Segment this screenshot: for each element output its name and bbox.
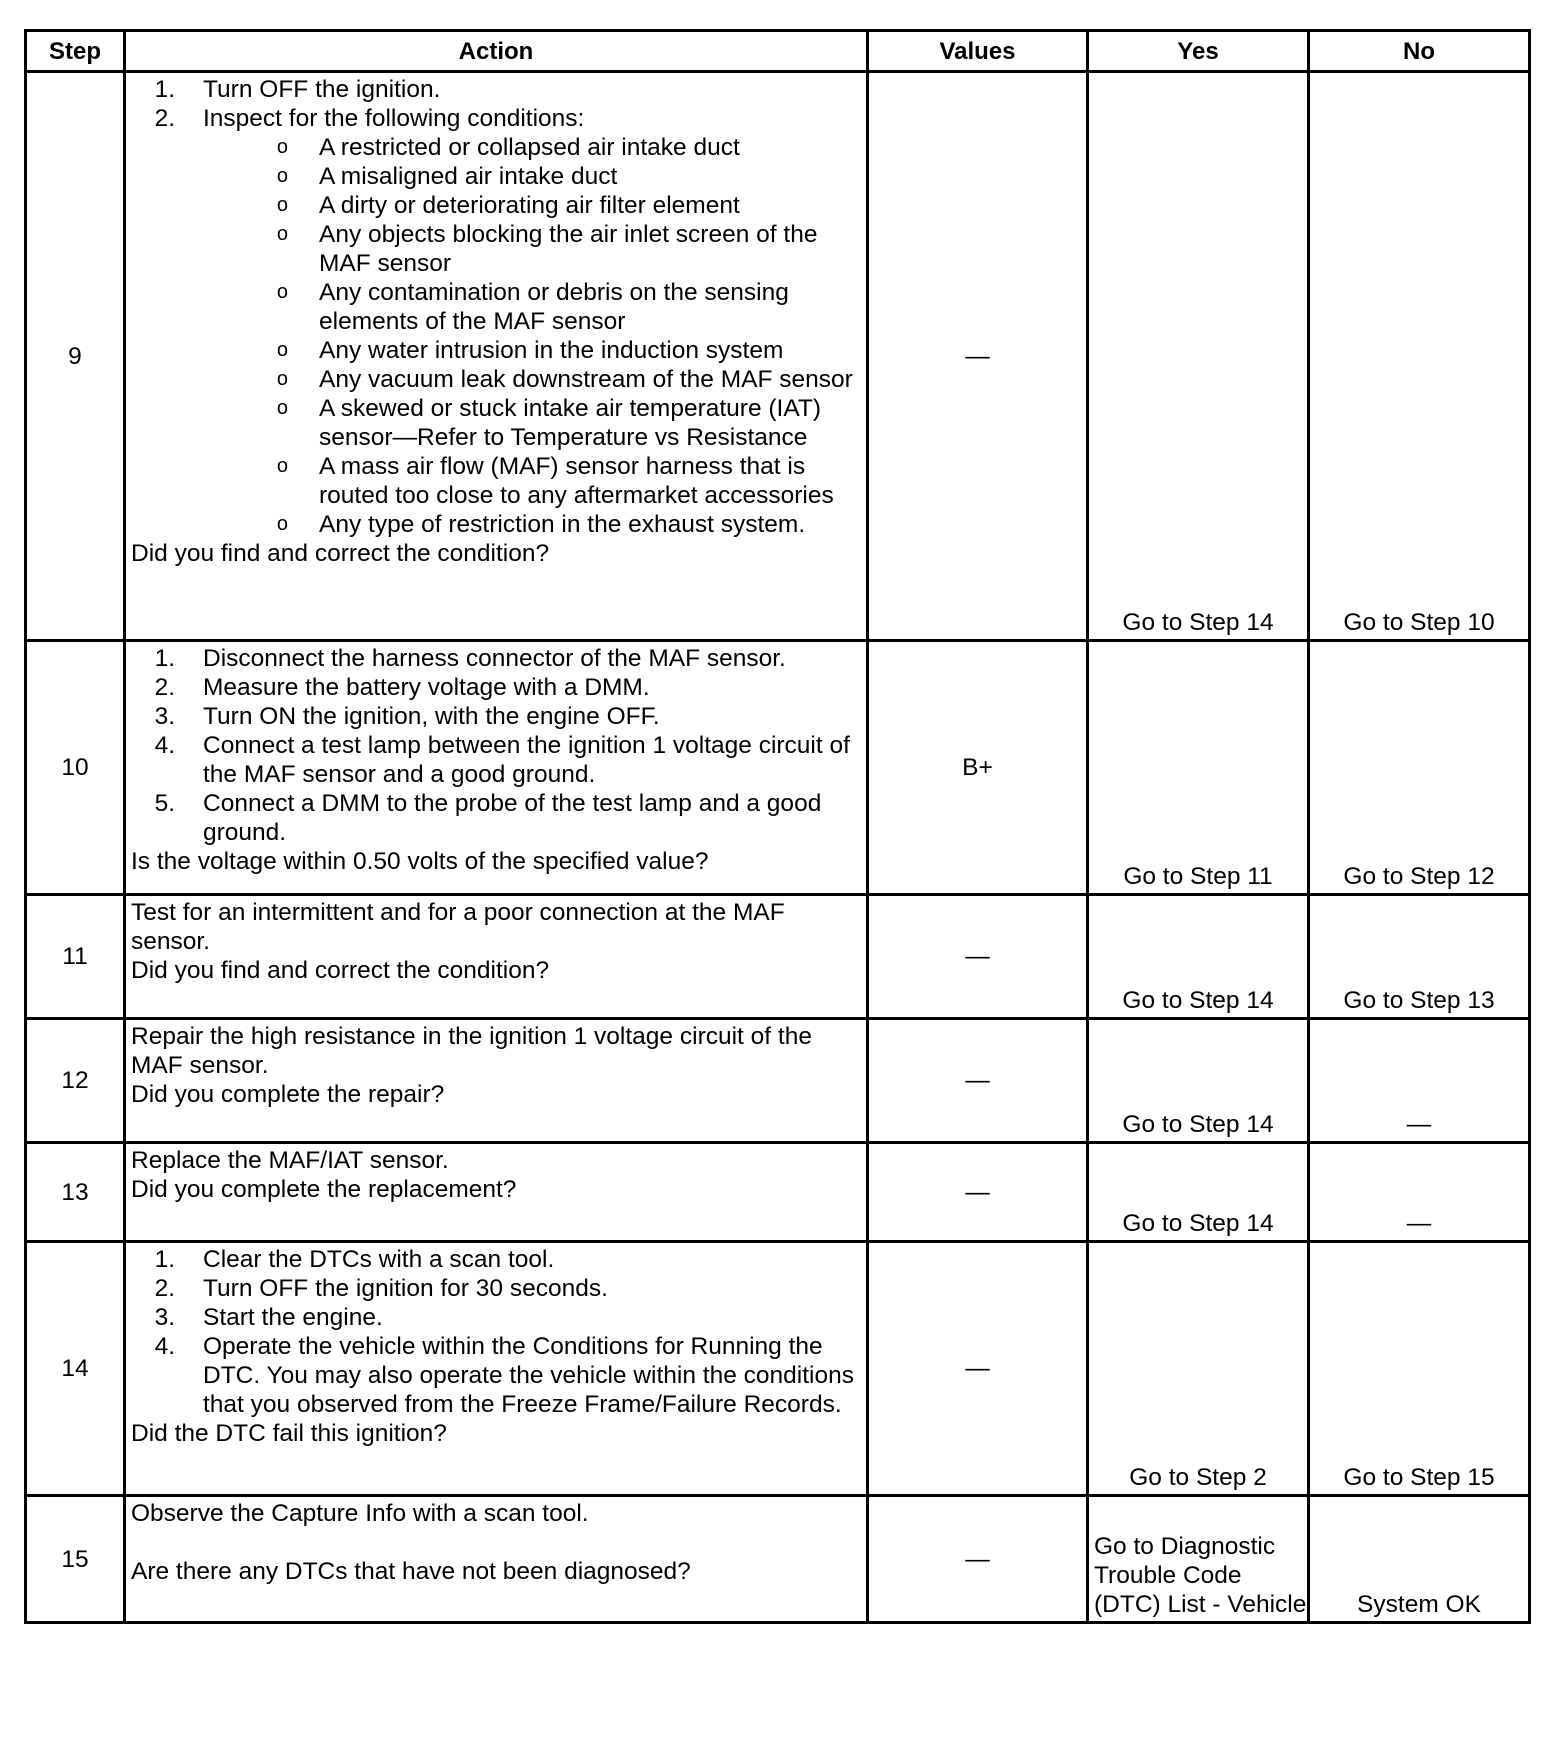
action-text: Repair the high resistance in the ignition 1 voltage circuit of the MAF sensor. [131,1023,812,1079]
table-row-step-9 [26,72,1530,641]
no-link[interactable]: Go to Step 10 [1343,609,1495,636]
no-cell [1309,641,1530,895]
bullet-icon: o [276,194,288,216]
action-cell [125,1496,868,1623]
list-item: 4. Connect a test lamp between the ignition 1 voltage circuit of the MAF sensor and a good ground. [154,732,850,788]
bullet-item: o Any vacuum leak downstream of the MAF sensor [131,365,866,394]
action-steps [131,75,866,539]
yes-cell [1088,1019,1309,1143]
action-question: Did you complete the repair? [131,1081,445,1108]
value-cell: — [868,1019,1088,1143]
no-cell [1309,72,1530,641]
header-row [26,31,1530,72]
bullet-icon: o [276,339,288,361]
list-item: 1. Turn OFF the ignition. [154,76,441,103]
list-item: 2. Inspect for the following conditions: [154,105,585,132]
bullet-icon: o [276,136,288,158]
action-text: Replace the MAF/IAT sensor. [131,1147,449,1174]
step-number: 15 [26,1496,125,1623]
list-item: 2. Measure the battery voltage with a DMM. [154,674,650,701]
bullet-icon: o [276,397,288,419]
bullet-item: o A mass air flow (MAF) sensor harness that is routed too close to any aftermarket accessories [131,452,866,510]
list-item: 2. Turn OFF the ignition for 30 seconds. [154,1275,608,1302]
yes-link[interactable]: Go to Diagnostic Trouble Code (DTC) List - Vehicle [1094,1533,1307,1618]
list-item: 3. Turn ON the ignition, with the engine OFF. [154,703,660,730]
table-row-step-10 [26,641,1530,895]
step-number: 9 [26,72,125,641]
bullet-icon: o [276,455,288,477]
action-cell [125,641,868,895]
list-item: 3. Start the engine. [154,1304,383,1331]
bullet-item: o A skewed or stuck intake air temperature (IAT) sensor—Refer to Temperature vs Resistance [131,394,866,452]
value-cell: — [868,72,1088,641]
yes-cell [1088,72,1309,641]
bullet-item: o A misaligned air intake duct [131,162,866,191]
action-cell [125,1143,868,1242]
no-cell [1309,895,1530,1019]
header-step: Step [26,31,125,72]
diagnostic-table [24,29,1531,1624]
diagnostic-table-page [24,29,1528,1624]
yes-cell [1088,895,1309,1019]
action-cell [125,1242,868,1496]
bullet-icon: o [276,513,288,535]
table-row-step-12 [26,1019,1530,1143]
action-cell [125,895,868,1019]
bullet-icon: o [276,223,288,245]
step-number: 13 [26,1143,125,1242]
yes-link[interactable]: Go to Step 14 [1122,609,1274,636]
no-cell [1309,1019,1530,1143]
yes-link[interactable]: Go to Step 2 [1129,1464,1267,1491]
yes-link[interactable]: Go to Step 14 [1122,987,1274,1014]
bullet-icon: o [276,281,288,303]
value-cell: B+ [868,641,1088,895]
header-no: No [1309,31,1530,72]
yes-link[interactable]: Go to Step 14 [1122,1210,1274,1237]
action-text: Observe the Capture Info with a scan tool. [131,1500,589,1527]
bullet-icon: o [276,368,288,390]
list-item: 4. Operate the vehicle within the Conditions for Running the DTC. You may also operate the vehicle within the conditions that you observed from the Freeze Frame/Failure Records. [154,1333,854,1418]
value-cell: — [868,1143,1088,1242]
yes-link[interactable]: Go to Step 14 [1122,1111,1274,1138]
value-cell: — [868,1242,1088,1496]
table-row-step-13 [26,1143,1530,1242]
header-action: Action [125,31,868,72]
yes-cell [1088,1242,1309,1496]
yes-cell [1088,641,1309,895]
table-row-step-14 [26,1242,1530,1496]
value-cell: — [868,1496,1088,1623]
action-question: Are there any DTCs that have not been diagnosed? [131,1558,691,1585]
bullet-icon: o [276,165,288,187]
action-cell [125,1019,868,1143]
step-number: 11 [26,895,125,1019]
action-question: Is the voltage within 0.50 volts of the specified value? [131,848,709,875]
step-number: 14 [26,1242,125,1496]
bullet-item: o A dirty or deteriorating air filter element [131,191,866,220]
no-link[interactable]: Go to Step 12 [1343,863,1495,890]
yes-cell [1088,1496,1309,1623]
step-number: 12 [26,1019,125,1143]
bullet-item: o Any objects blocking the air inlet screen of the MAF sensor [131,220,866,278]
no-cell [1309,1242,1530,1496]
value-cell: — [868,895,1088,1019]
list-item: 1. Clear the DTCs with a scan tool. [154,1246,555,1273]
no-cell [1309,1496,1530,1623]
header-values: Values [868,31,1088,72]
list-item: 1. Disconnect the harness connector of the MAF sensor. [154,645,786,672]
action-steps [131,644,866,847]
bullet-item: o Any water intrusion in the induction system [131,336,866,365]
action-text: Test for an intermittent and for a poor connection at the MAF sensor. [131,899,785,955]
action-question: Did the DTC fail this ignition? [131,1420,447,1447]
yes-cell [1088,1143,1309,1242]
yes-link[interactable]: Go to Step 11 [1123,863,1273,890]
no-link[interactable]: Go to Step 15 [1343,1464,1495,1491]
action-question: Did you complete the replacement? [131,1176,517,1203]
bullet-item: o Any type of restriction in the exhaust system. [131,510,866,539]
no-cell [1309,1143,1530,1242]
table-row-step-11 [26,895,1530,1019]
action-question: Did you find and correct the condition? [131,957,550,984]
table-row-step-15 [26,1496,1530,1623]
action-steps [131,1245,866,1419]
no-value: — [1406,1210,1432,1237]
no-value: System OK [1357,1591,1481,1618]
header-yes: Yes [1088,31,1309,72]
bullet-item: o A restricted or collapsed air intake duct [131,133,866,162]
step-number: 10 [26,641,125,895]
no-value: — [1406,1111,1432,1138]
no-link[interactable]: Go to Step 13 [1343,987,1495,1014]
list-item: 5. Connect a DMM to the probe of the test lamp and a good ground. [154,790,822,846]
action-cell [125,72,868,641]
action-question: Did you find and correct the condition? [131,540,550,567]
bullet-item: o Any contamination or debris on the sensing elements of the MAF sensor [131,278,866,336]
